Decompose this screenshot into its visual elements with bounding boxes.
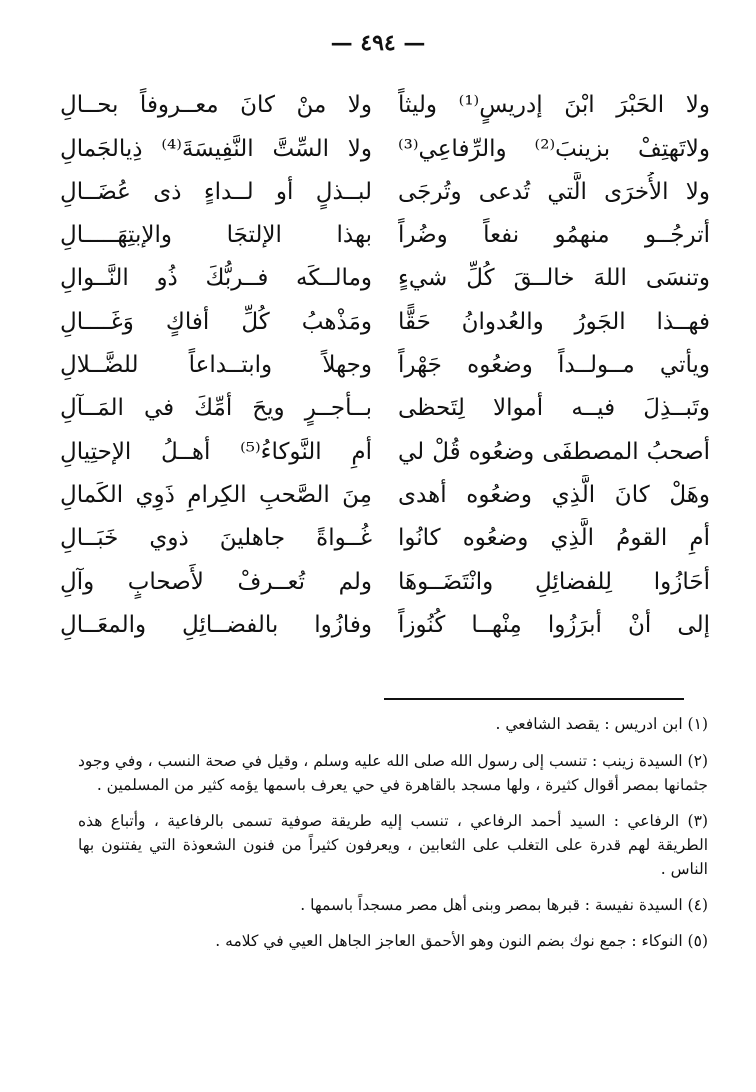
verse-first-hemistich: وهَلْ كانَ الَّذِي وضعُوه أهدى [398,481,710,508]
verse-first-hemistich: ولا الحَبْرَ ابْنَ إدريسٍ⁽¹⁾ وليثاً [398,92,710,119]
verse-second-hemistich: ولم تُعــرفْ لأَصحابٍ وآلِ [60,568,372,595]
verse-first-hemistich: إلى أنْ أبرَزُوا مِنْهــا كُنُوزاً [398,611,710,638]
verse-first-hemistich: أحَازُوا لِلفضائِلِ وانْتَضَــوهَا [398,568,710,595]
footnote: (٥) النوكاء : جمع نوك بضم النون وهو الأحمق العاجز الجاهل العيي في كلامه . [215,932,708,950]
footnotes [78,712,708,965]
verse [60,428,710,471]
verse-second-hemistich: ومالــكَه فــربُّكَ ذُو النَّــوالِ [60,265,372,292]
verse-second-hemistich: لبــذلٍ أو لــداءٍ ذى عُضَــالِ [60,178,372,205]
verse [60,298,710,341]
verse [60,255,710,298]
verse-first-hemistich: فهــذا الجَورُ والعُدوانُ حَقًّا [398,308,710,335]
verse [60,125,710,168]
verse-second-hemistich: أمِ النَّوكاءُ⁽⁵⁾ أهــلُ الإحتِيالِ [60,438,372,465]
poem [60,82,710,645]
verse-first-hemistich: وتنسَى اللهَ خالــقَ كُلِّ شيءٍ [398,265,710,292]
verse [60,602,710,645]
verse-first-hemistich: أمِ القومُ الَّذِي وضعُوه كانُوا [398,525,710,552]
footnote: (٢) السيدة زينب : تنسب إلى رسول الله صلى الله عليه وسلم ، وقيل في صحة النسب ، وفي وجود جثمانها بمصر أقوال كثيرة ، ولها مسجد بالقاهرة في حي يعرف باسمها يؤمه كثير من المسلمين . [78,752,708,794]
footnote: (٤) السيدة نفيسة : قبرها بمصر وبنى أهل مصر مسجداً باسمها . [300,896,708,914]
verse-first-hemistich: وتَبــذِلَ فيــه أموالا لِتَحظى [398,395,710,422]
verse [60,515,710,558]
verse [60,385,710,428]
verse-first-hemistich: ويأتي مــولــداً وضعُوه جَهْراً [398,352,710,379]
verse-first-hemistich: ولاتَهتِفْ بزينبَ⁽²⁾ والرِّفاعِي⁽³⁾ [398,135,710,162]
verse-second-hemistich: ولا السِّتَّ النَّفِيسَةَ⁽⁴⁾ ذِيالجَمالِ [60,135,372,162]
page-number: — ٤٩٤ — [330,30,426,56]
verse-first-hemistich: أصحبُ المصطفَى وضعُوه قُلْ لي [398,438,710,465]
verse-first-hemistich: ولا الأُخرَى الَّتي تُدعى وتُرجَى [398,178,710,205]
verse-second-hemistich: مِنَ الصَّحبِ الكِرامِ ذَوِي الكَمالِ [60,481,372,508]
verse-second-hemistich: وفازُوا بالفضــائِلِ والمعَــالِ [60,611,372,638]
verse [60,472,710,515]
verse-second-hemistich: غُــواةً جاهلينَ ذوي خَبَــالِ [60,525,372,552]
verse [60,558,710,601]
verse [60,342,710,385]
verse-second-hemistich: ومَذْهبُ كُلِّ أفاكٍ وَغَــــالِ [60,308,372,335]
footnote: (١) ابن ادريس : يقصد الشافعي . [495,715,708,733]
verse-second-hemistich: بهذا الإلتجَا والإبتِهَـــــالِ [60,222,372,249]
verse [60,212,710,255]
footnote: (٣) الرفاعي : السيد أحمد الرفاعي ، تنسب إليه طريقة صوفية تسمى بالرفاعية ، وأتباع هذه الطريقة لهم قدرة على التغلب على الثعابين ، ويعرفون كثيراً من فنون الشعوذة التي يفتنون بها الناس . [78,812,708,878]
verse-second-hemistich: وجهلاً وابتــداعاً للضَّــلالِ [60,352,372,379]
verse-second-hemistich: ولا منْ كانَ معــروفاً بحــالِ [60,92,372,119]
verse [60,82,710,125]
verse-second-hemistich: بــأجــرٍ ويحَ أمِّكَ في المَــآلِ [60,395,372,422]
verse [60,169,710,212]
verse-first-hemistich: أترجُــو منهمُو نفعاً وضُراً [398,222,710,249]
footnote-divider [384,698,684,700]
